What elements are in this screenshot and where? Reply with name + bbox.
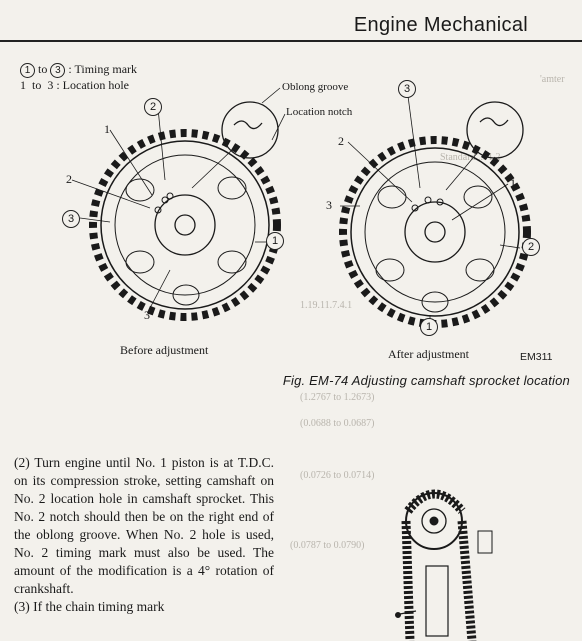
- page-title: Engine Mechanical: [353, 14, 528, 36]
- figure-caption: Fig. EM-74 Adjusting camshaft sprocket location: [282, 373, 570, 388]
- right-hole-1: 1: [510, 176, 516, 190]
- before-adjustment-caption: Before adjustment: [120, 343, 209, 357]
- sprocket-after: [340, 96, 527, 324]
- left-hole-1: 1: [104, 122, 110, 136]
- right-timing-mark-2: 2: [522, 238, 540, 256]
- right-hole-3: 3: [326, 198, 332, 212]
- figure-code: EM311: [520, 351, 553, 363]
- timing-chain-illustration: [386, 471, 536, 641]
- header-rule: [0, 40, 582, 42]
- instruction-text: [14, 454, 274, 616]
- after-adjustment-caption: After adjustment: [388, 347, 469, 361]
- legend-timing-row: 1 to 3 : Timing mark: [20, 62, 137, 78]
- sprocket-figure: [0, 70, 582, 375]
- location-notch-label: Location notch: [286, 106, 353, 118]
- legend-hole-row: 1 to 3 : Location hole: [20, 77, 129, 92]
- left-hole-3: 3: [144, 308, 150, 322]
- left-timing-mark-2: 2: [144, 98, 162, 116]
- left-timing-mark-1: 1: [266, 232, 284, 250]
- paragraph-step-2: (2) Turn engine until No. 1 piston is at T.D.C. on its compression stroke, setting camshaft on No. 2 location hole in camshaft sprocket. This No. 2 notch should then be on the right end of the oblong groove. When No. 2 hole is used, No. 2 timing mark must also be used. The amount of the modification is a 4° rotation of crankshaft.: [14, 455, 274, 596]
- right-timing-mark-1: 1: [420, 318, 438, 336]
- right-timing-mark-3: 3: [398, 80, 416, 98]
- timing-mark-1-icon: 1: [20, 63, 35, 78]
- right-hole-2: 2: [338, 134, 344, 148]
- paragraph-step-3-start: (3) If the chain timing mark: [14, 599, 165, 614]
- timing-mark-3-icon: 3: [50, 63, 65, 78]
- legend-timing-desc: : Timing mark: [68, 62, 138, 76]
- left-timing-mark-3: 3: [62, 210, 80, 228]
- left-hole-2: 2: [66, 172, 72, 186]
- oblong-groove-label: Oblong groove: [282, 81, 349, 93]
